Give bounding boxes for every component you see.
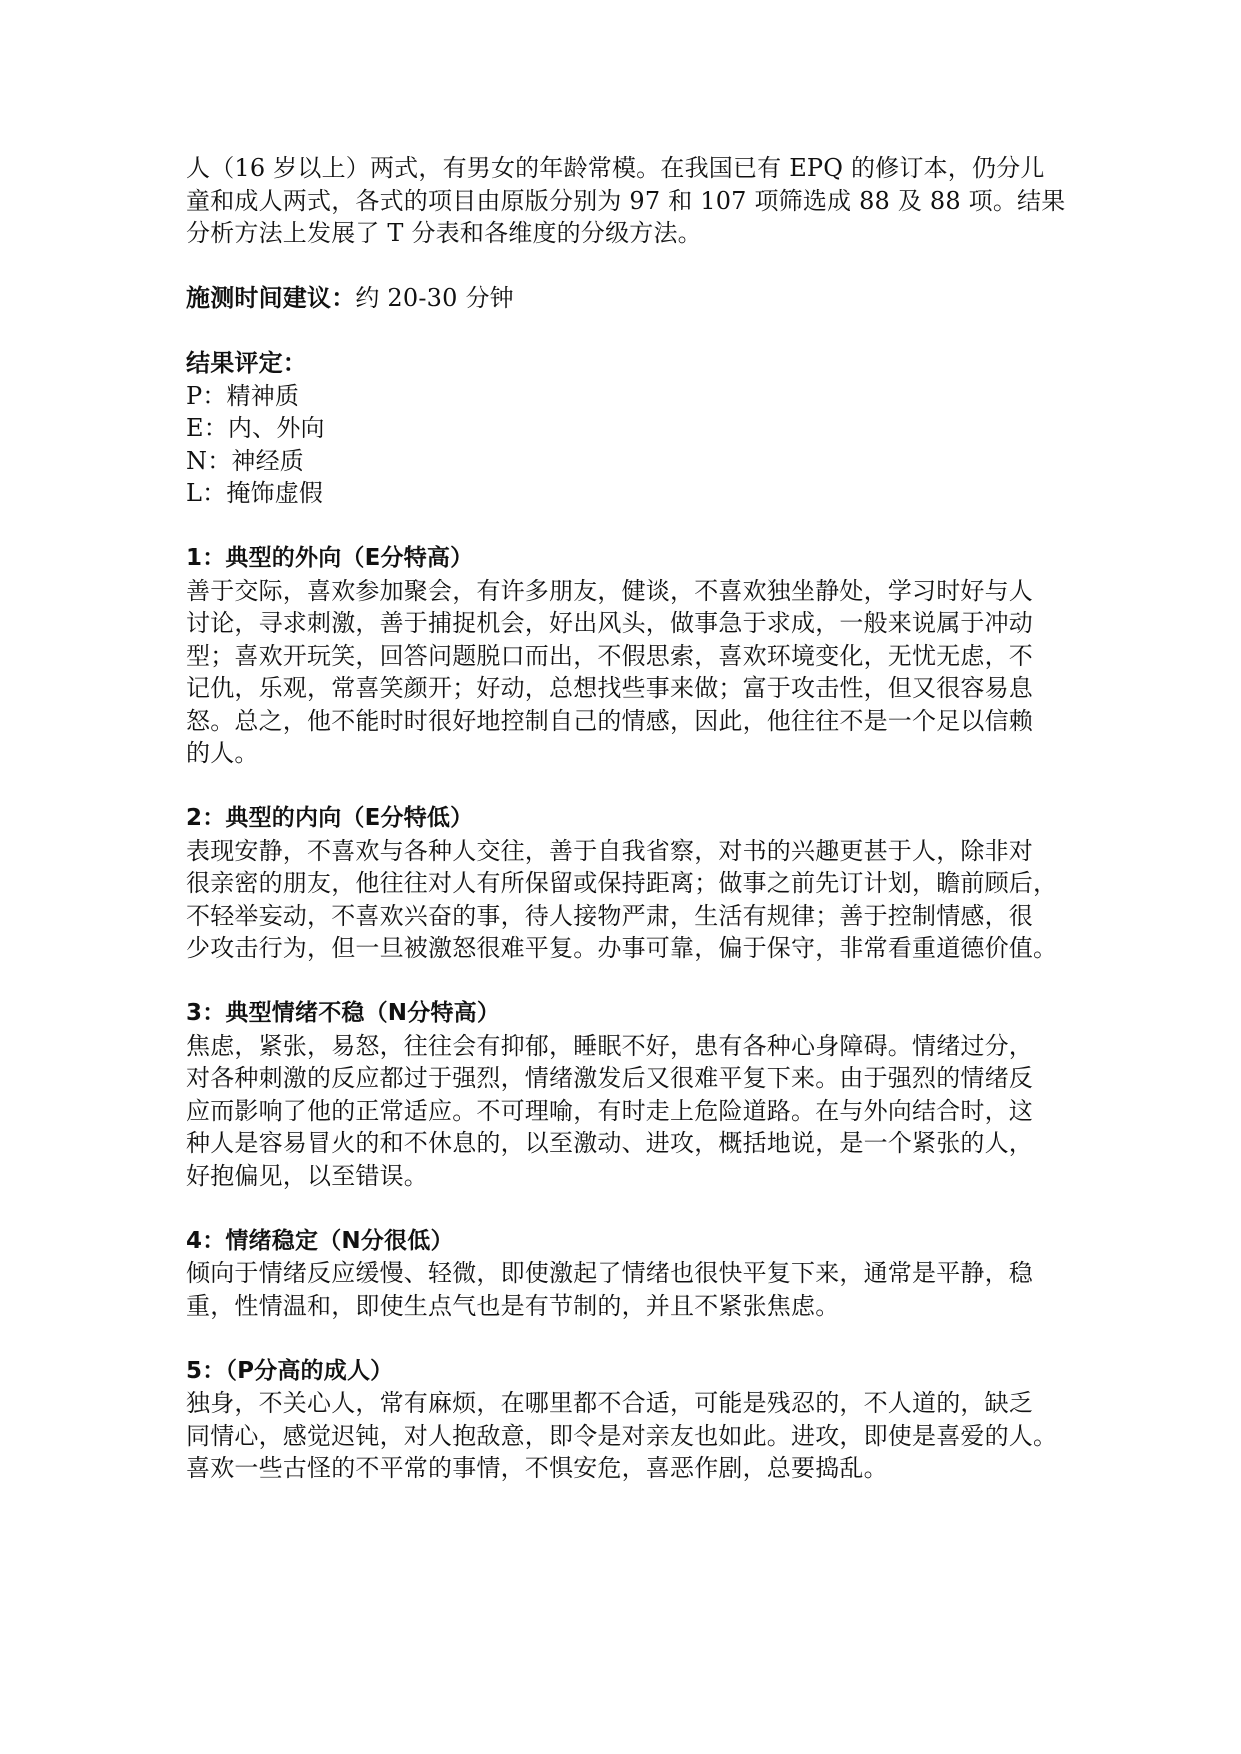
- section-line: 很亲密的朋友，他往往对人有所保留或保持距离；做事之前先订计划，瞻前顾后，: [186, 869, 1058, 897]
- result-title: 结果评定：: [186, 349, 307, 377]
- section-line: 焦虑，紧张，易怒，往往会有抑郁，睡眠不好，患有各种心身障碍。情绪过分，: [186, 1031, 1033, 1060]
- section-line: 型；喜欢开玩笑，回答问题脱口而出，不假思索，喜欢环境变化，无忧无虑，不: [186, 641, 1033, 670]
- section-line: 善于交际，喜欢参加聚会，有许多朋友，健谈，不喜欢独坐静处，学习时好与人: [186, 576, 1033, 605]
- section-line: 应而影响了他的正常适应。不可理喻，有时走上危险道路。在与外向结合时，这: [186, 1096, 1033, 1125]
- section-line: 表现安静，不喜欢与各种人交往，善于自我省察，对书的兴趣更甚于人，除非对: [186, 836, 1033, 865]
- result-item: N：神经质: [186, 446, 304, 475]
- result-section: [186, 347, 1054, 510]
- result-item: L：掩饰虚假: [186, 479, 324, 507]
- document-body: [186, 152, 1066, 1485]
- section-line: 怒。总之，他不能时时很好地控制自己的情感，因此，他往往不是一个足以信赖: [186, 706, 1033, 735]
- section-line: 的人。: [186, 739, 259, 767]
- section-line: 同情心，感觉迟钝，对人抱敌意，即令是对亲友也如此。进攻，即使是喜爱的人。: [186, 1421, 1058, 1450]
- result-item: P：精神质: [186, 381, 300, 410]
- section-extravert: [186, 542, 1054, 770]
- section-line: 少攻击行为，但一旦被激怒很难平复。办事可靠，偏于保守，非常看重道德价值。: [186, 934, 1058, 962]
- section-title: 1：典型的外向（E分特高）: [186, 545, 474, 571]
- section-line: 倾向于情绪反应缓慢、轻微，即使激起了情绪也很快平复下来，通常是平静，稳: [186, 1259, 1033, 1287]
- result-item: E：内、外向: [186, 414, 325, 442]
- section-line: 对各种刺激的反应都过于强烈，情绪激发后又很难平复下来。由于强烈的情绪反: [186, 1064, 1033, 1092]
- section-line: 喜欢一些古怪的不平常的事情，不惧安危，喜恶作剧，总要捣乱。: [186, 1454, 888, 1482]
- section-unstable: [186, 997, 1054, 1192]
- test-time-line: [186, 282, 1054, 315]
- section-line: 讨论，寻求刺激，善于捕捉机会，好出风头，做事急于求成，一般来说属于冲动: [186, 609, 1033, 637]
- section-line: 种人是容易冒火的和不休息的，以至激动、进攻，概括地说，是一个紧张的人，: [186, 1129, 1033, 1157]
- intro-line: 童和成人两式，各式的项目由原版分别为 97 和 107 项筛选成 88 及 88 项。结果: [186, 186, 1066, 215]
- section-title: 5：（P分高的成人）: [186, 1357, 394, 1384]
- section-line: 好抱偏见，以至错误。: [186, 1161, 428, 1190]
- section-stable: [186, 1225, 1054, 1323]
- section-line: 不轻举妄动，不喜欢兴奋的事，待人接物严肃，生活有规律；善于控制情感，很: [186, 901, 1033, 930]
- section-title: 2：典型的内向（E分特低）: [186, 805, 474, 831]
- section-introvert: [186, 802, 1058, 965]
- section-psychoticism: [186, 1355, 1058, 1485]
- intro-line: 分析方法上发展了 T 分表和各维度的分级方法。: [186, 219, 702, 247]
- section-title: 4：情绪稳定（N分很低）: [186, 1227, 454, 1254]
- section-line: 独身，不关心人，常有麻烦，在哪里都不合适，可能是残忍的，不人道的，缺乏: [186, 1389, 1033, 1417]
- test-time-value: 约 20-30 分钟: [355, 284, 514, 312]
- section-line: 重，性情温和，即使生点气也是有节制的，并且不紧张焦虑。: [186, 1291, 840, 1320]
- intro-line: 人（16 岁以上）两式，有男女的年龄常模。在我国已有 EPQ 的修订本，仍分儿: [186, 154, 1045, 182]
- intro-paragraph: [186, 152, 1066, 250]
- test-time-label: 施测时间建议：: [186, 284, 356, 312]
- section-title: 3：典型情绪不稳（N分特高）: [186, 1000, 501, 1026]
- section-line: 记仇，乐观，常喜笑颜开；好动，总想找些事来做；富于攻击性，但又很容易息: [186, 674, 1033, 702]
